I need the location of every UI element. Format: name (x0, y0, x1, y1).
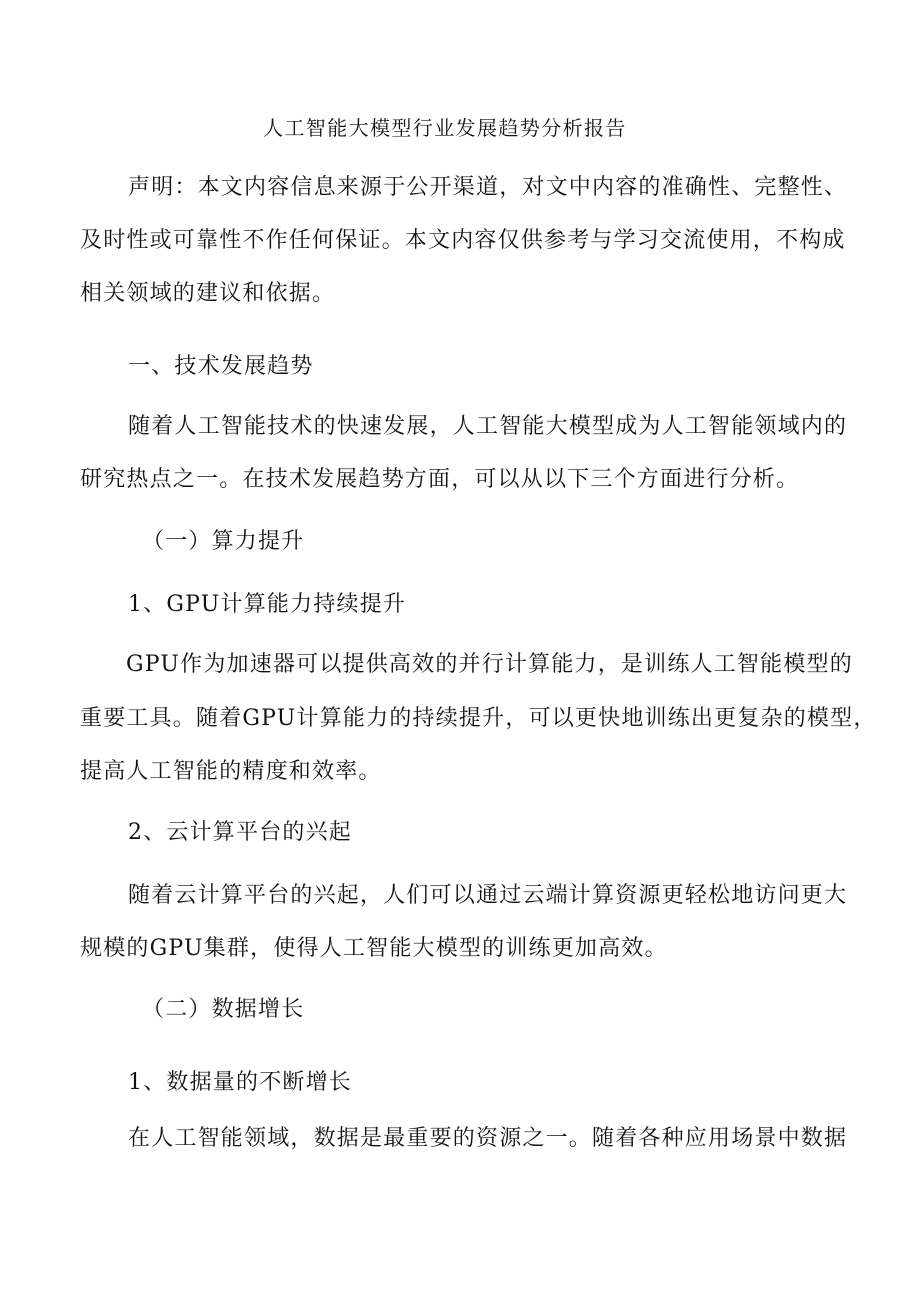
data-paragraph-line-1: 在人工智能领域，数据是最重要的资源之一。随着各种应用场景中数据 (128, 1126, 848, 1151)
section-heading: 一、技术发展趋势 (128, 354, 314, 379)
document-title: 人工智能大模型行业发展趋势分析报告 (263, 116, 627, 140)
gpu-paragraph-line-3: 提高人工智能的精度和效率。 (80, 759, 382, 784)
disclaimer-line-2: 及时性或可靠性不作任何保证。本文内容仅供参考与学习交流使用，不构成 (80, 228, 846, 253)
disclaimer-line-3: 相关领域的建议和依据。 (80, 281, 336, 306)
item-heading-cloud: 2、云计算平台的兴起 (128, 820, 352, 845)
intro-line-1: 随着人工智能技术的快速发展，人工智能大模型成为人工智能领域内的 (128, 414, 848, 439)
disclaimer-line-1: 声明：本文内容信息来源于公开渠道，对文中内容的准确性、完整性、 (128, 175, 848, 200)
cloud-paragraph-line-1: 随着云计算平台的兴起，人们可以通过云端计算资源更轻松地访问更大 (128, 883, 848, 908)
item-heading-gpu: 1、GPU计算能力持续提升 (128, 592, 407, 617)
subsection-heading-data: （二）数据增长 (142, 997, 305, 1022)
gpu-paragraph-line-2: 重要工具。随着GPU计算能力的持续提升，可以更快地训练出更复杂的模型， (80, 706, 877, 731)
subsection-heading-compute: （一）算力提升 (142, 529, 305, 554)
intro-line-2: 研究热点之一。在技术发展趋势方面，可以从以下三个方面进行分析。 (80, 467, 800, 492)
gpu-paragraph-line-1: GPU作为加速器可以提供高效的并行计算能力，是训练人工智能模型的 (126, 652, 853, 677)
cloud-paragraph-line-2: 规模的GPU集群，使得人工智能大模型的训练更加高效。 (80, 936, 668, 961)
item-heading-data-volume: 1、数据量的不断增长 (128, 1070, 352, 1095)
